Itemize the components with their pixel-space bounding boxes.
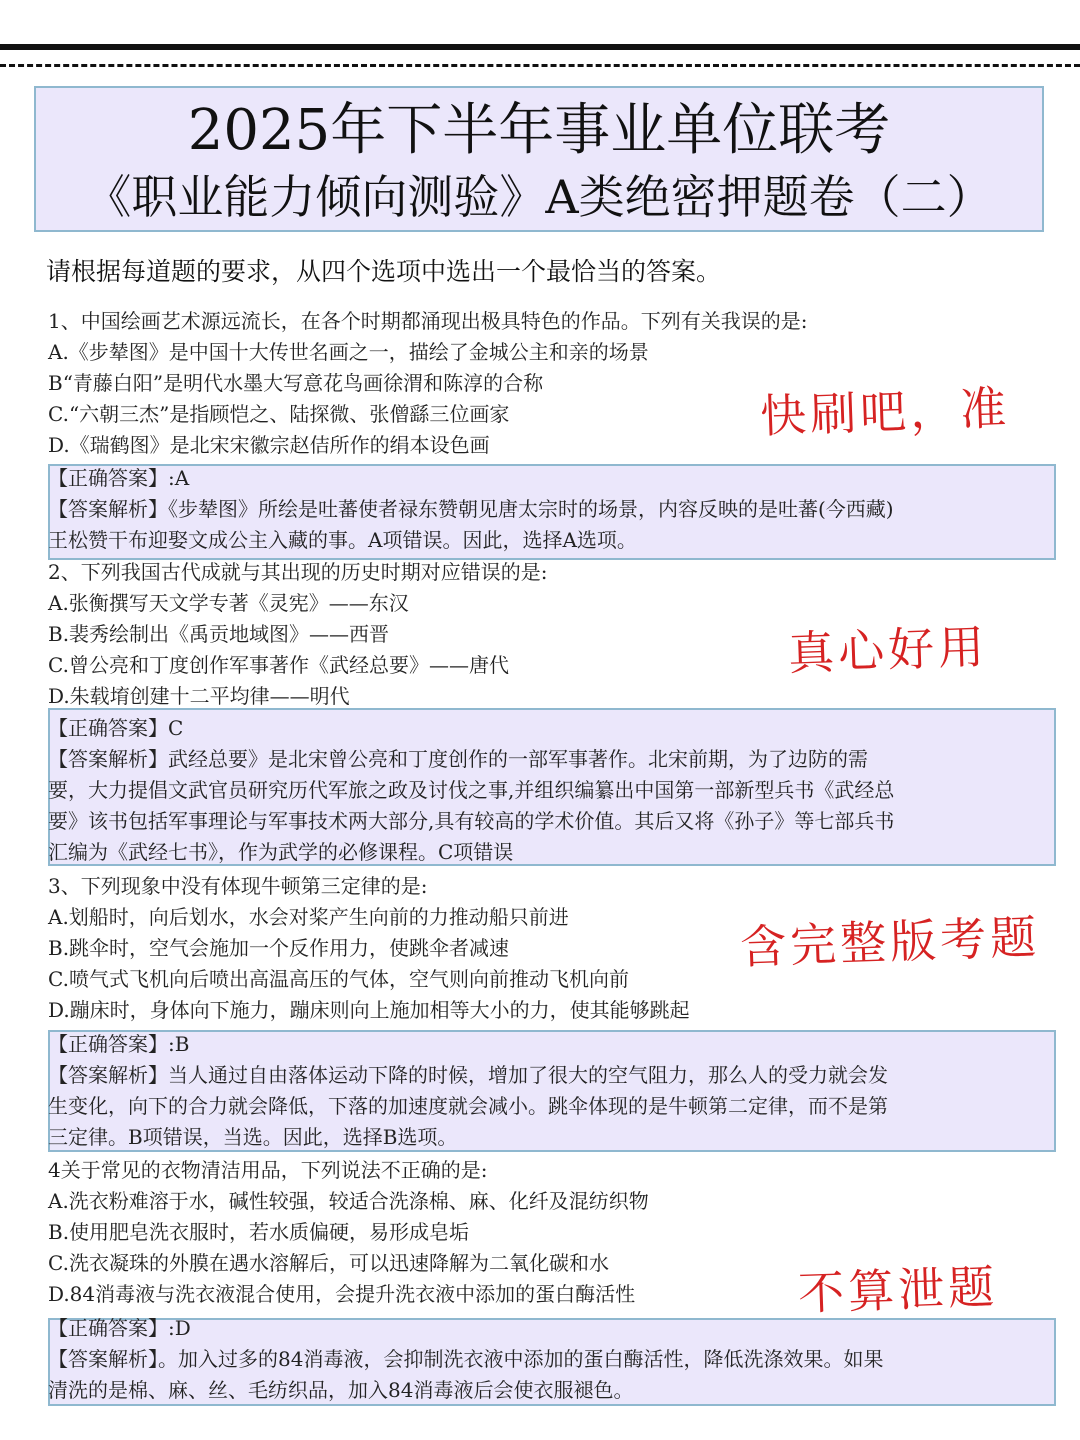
- top-rule: [0, 44, 1080, 50]
- correct-answer: 【正确答案】:D: [48, 1316, 191, 1340]
- question-stem: 3、下列现象中没有体现牛顿第三定律的是:: [48, 874, 428, 898]
- question-option: B.跳伞时，空气会施加一个反作用力，使跳伞者减速: [48, 936, 510, 960]
- dashed-rule: [0, 64, 1080, 67]
- question-option: C.洗衣凝珠的外膜在遇水溶解后，可以迅速降解为二氧化碳和水: [48, 1251, 609, 1275]
- question-option: D.蹦床时，身体向下施力，蹦床则向上施加相等大小的力，使其能够跳起: [48, 998, 690, 1022]
- answer-analysis: 要》该书包括军事理论与军事技术两大部分,具有较高的学术价值。其后又将《孙子》等七部兵书: [48, 809, 895, 833]
- question-stem: 1、中国绘画艺术源远流长，在各个时期都涌现出极具特色的作品。下列有关我误的是:: [48, 309, 808, 333]
- question-stem: 2、下列我国古代成就与其出现的历史时期对应错误的是:: [48, 560, 548, 584]
- page-subtitle: 《职业能力倾向测验》A类绝密押题卷（二）: [85, 170, 993, 224]
- handwritten-note: 真心好用: [787, 619, 989, 681]
- handwritten-note: 含完整版考题: [739, 909, 1041, 975]
- question-option: C.喷气式飞机向后喷出高温高压的气体，空气则向前推动飞机向前: [48, 967, 629, 991]
- instruction-text: 请根据每道题的要求，从四个选项中选出一个最恰当的答案。: [46, 257, 722, 286]
- title-box: [34, 86, 1044, 232]
- question-option: A.划船时，向后划水，水会对桨产生向前的力推动船只前进: [48, 905, 569, 929]
- answer-analysis: 生变化，向下的合力就会降低，下落的加速度就会减小。跳伞体现的是牛顿第二定律，而不是第: [48, 1094, 888, 1118]
- answer-analysis: 【答案解析】《步辇图》所绘是吐蕃使者禄东赞朝见唐太宗时的场景，内容反映的是吐蕃(今西藏): [48, 497, 894, 521]
- question-option: B“青藤白阳”是明代水墨大写意花鸟画徐渭和陈淳的合称: [48, 371, 544, 395]
- handwritten-note: 不算泄题: [797, 1259, 999, 1321]
- answer-analysis: 汇编为《武经七书》，作为武学的必修课程。C项错误: [48, 840, 514, 864]
- question-option: B.裴秀绘制出《禹贡地域图》——西晋: [48, 622, 390, 646]
- question-option: A.洗衣粉难溶于水，碱性较强，较适合洗涤棉、麻、化纤及混纺织物: [48, 1189, 649, 1213]
- question-stem: 4关于常见的衣物清洁用品，下列说法不正确的是:: [48, 1158, 488, 1182]
- answer-analysis: 【答案解析】。加入过多的84消毒液，会抑制洗衣液中添加的蛋白酶活性，降低洗涤效果。如果: [48, 1347, 884, 1371]
- handwritten-note: 快刷吧，准: [759, 380, 1011, 444]
- question-option: D.《瑞鹤图》是北宋宋徽宗赵佶所作的绢本设色画: [48, 433, 490, 457]
- answer-analysis: 王松赞干布迎娶文成公主入藏的事。A项错误。因此，选择A选项。: [48, 528, 637, 552]
- answer-analysis: 清洗的是棉、麻、丝、毛纺织品，加入84消毒液后会使衣服褪色。: [48, 1378, 634, 1402]
- question-option: B.使用肥皂洗衣服时，若水质偏硬，易形成皂垢: [48, 1220, 470, 1244]
- answer-analysis: 要，大力提倡文武官员研究历代军旅之政及讨伐之事,并组织编纂出中国第一部新型兵书《武经总: [48, 778, 895, 802]
- question-option: A.《步辇图》是中国十大传世名画之一，描绘了金城公主和亲的场景: [48, 340, 649, 364]
- correct-answer: 【正确答案】:B: [48, 1032, 190, 1056]
- correct-answer: 【正确答案】:A: [48, 466, 190, 490]
- question-option: D.朱载堉创建十二平均律——明代: [48, 684, 350, 708]
- answer-analysis: 【答案解析】武经总要》是北宋曾公亮和丁度创作的一部军事著作。北宋前期，为了边防的需: [48, 747, 868, 771]
- answer-analysis: 三定律。B项错误，当选。因此，选择B选项。: [48, 1125, 458, 1149]
- question-option: C.“六朝三杰”是指顾恺之、陆探微、张僧繇三位画家: [48, 402, 510, 426]
- question-option: C.曾公亮和丁度创作军事著作《武经总要》——唐代: [48, 653, 509, 677]
- correct-answer: 【正确答案】C: [48, 716, 184, 740]
- answer-analysis: 【答案解析】当人通过自由落体运动下降的时候，增加了很大的空气阻力，那么人的受力就会发: [48, 1063, 888, 1087]
- page-title: 2025年下半年事业单位联考: [187, 98, 891, 163]
- question-option: D.84消毒液与洗衣液混合使用，会提升洗衣液中添加的蛋白酶活性: [48, 1282, 636, 1306]
- question-option: A.张衡撰写天文学专著《灵宪》——东汉: [48, 591, 409, 615]
